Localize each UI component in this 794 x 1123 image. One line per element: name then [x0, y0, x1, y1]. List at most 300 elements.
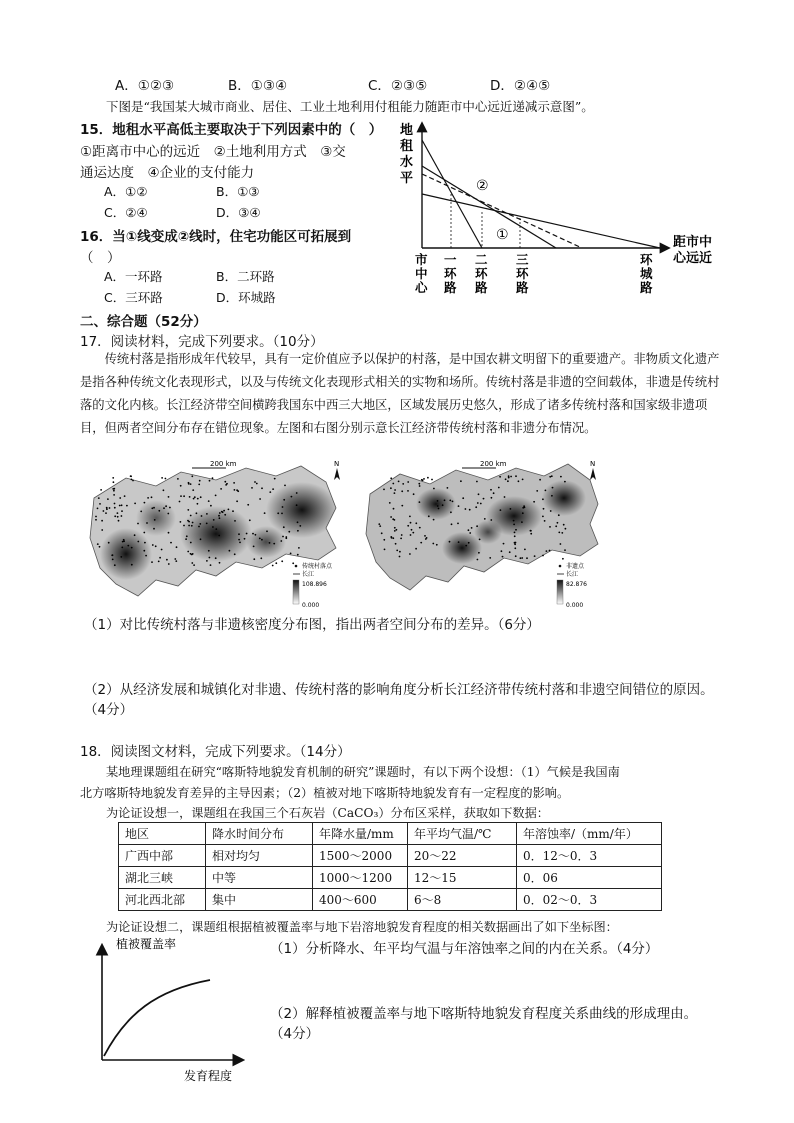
map-point — [198, 526, 200, 528]
rent-x-label-2: 心远近 — [673, 251, 713, 266]
map-point — [192, 553, 194, 555]
map-point — [513, 524, 515, 526]
graph-curve — [104, 980, 210, 1056]
rent-diagram — [398, 118, 728, 298]
map-point — [112, 559, 114, 561]
map-point — [180, 485, 182, 487]
left-legend-min: 0.000 — [302, 602, 320, 609]
map-point — [396, 550, 398, 552]
map-point — [285, 537, 287, 539]
q18-material-2: 北方喀斯特地貌发育差异的主导因素；（2）植被对地下喀斯特地貌发育有一定程度的影响。 — [80, 786, 570, 800]
map-point — [533, 501, 535, 503]
table-header: 年平均气温/℃ — [408, 823, 517, 845]
map-point — [401, 534, 403, 536]
map-point — [229, 550, 231, 552]
table-cell: 12～15 — [408, 867, 517, 889]
map-point — [283, 499, 285, 501]
map-point — [490, 519, 492, 521]
map-point — [206, 560, 208, 562]
map-point — [186, 535, 188, 537]
map-point — [521, 521, 523, 523]
map-point — [442, 504, 444, 506]
tick-ring2-1: 二 — [475, 252, 488, 267]
karst-data-table — [118, 822, 662, 911]
map-point — [281, 560, 283, 562]
map-point — [183, 525, 185, 527]
vegetation-karst-graph — [86, 934, 266, 1084]
map-point — [220, 488, 222, 490]
map-point — [522, 512, 524, 514]
q14-option-a: A．①②③ — [115, 78, 175, 94]
map-point — [509, 551, 511, 553]
map-point — [451, 523, 453, 525]
map-point — [273, 543, 275, 545]
map-point — [514, 547, 516, 549]
map-point — [549, 550, 551, 552]
q14-option-b: B．①③④ — [228, 78, 288, 94]
map-point — [126, 505, 128, 507]
map-point — [390, 516, 392, 518]
map-point — [120, 556, 122, 558]
map-point — [188, 483, 190, 485]
map-point — [97, 543, 99, 545]
map-point — [413, 493, 415, 495]
map-point — [292, 562, 294, 564]
q16-stem-1: 16．当①线变成②线时，住宅功能区可拓展到 — [80, 229, 352, 245]
map-point — [144, 542, 146, 544]
map-point — [259, 538, 261, 540]
map-point — [562, 558, 564, 560]
map-point — [210, 564, 212, 566]
map-point — [475, 506, 477, 508]
map-point — [114, 503, 116, 505]
q16-option-d: D．环城路 — [216, 290, 276, 305]
map-point — [151, 507, 153, 509]
q14-option-c: C．②③⑤ — [368, 78, 428, 94]
q17-title: 17．阅读材料，完成下列要求。（10分） — [80, 334, 324, 350]
map-point — [152, 544, 154, 546]
map-point — [536, 490, 538, 492]
map-point — [191, 525, 193, 527]
map-point — [269, 542, 271, 544]
map-point — [247, 504, 249, 506]
map-point — [103, 510, 105, 512]
section-2-title: 二、综合题（52分） — [80, 314, 207, 330]
map-point — [274, 478, 276, 480]
tick-center-3: 心 — [415, 280, 428, 295]
map-point — [530, 533, 532, 535]
map-point — [196, 512, 198, 514]
map-point — [501, 550, 503, 552]
map-point — [518, 480, 520, 482]
map-point — [180, 495, 182, 497]
map-point — [433, 488, 435, 490]
map-point — [183, 495, 185, 497]
map-point — [249, 519, 251, 521]
map-point — [260, 557, 262, 559]
map-point — [215, 495, 217, 497]
map-point — [296, 504, 298, 506]
map-point — [450, 511, 452, 513]
map-point — [297, 554, 299, 556]
map-point — [153, 528, 155, 530]
tick-ring2-3: 路 — [475, 280, 488, 295]
q17-sub2-line2: （4分） — [84, 702, 134, 718]
q15-option-c: C．②④ — [104, 205, 148, 220]
map-point — [206, 523, 208, 525]
map-point — [551, 475, 553, 477]
tick-ring3-2: 环 — [516, 266, 529, 281]
map-point — [236, 500, 238, 502]
map-point — [504, 496, 506, 498]
q17-material: 传统村落是指形成年代较早，具有一定价值应予以保护的村落，是中国农耕文明留下的重要遗产。非物质文化遗产是指各种传统文化表现形式，以及与传统文化表现形式相关的实物和场所。传统村落是非遗的空间载体，非遗是传统村落的文化内核。长江经济带空间横跨我国东中西三大地区，区域发展历史悠久，形成了诸多传统村落和国家级非遗项目，但两者空间分布存在错位现象。左图和右图分别示意长江经济带传统村落和非遗分布情况。 — [80, 352, 720, 435]
map-point — [427, 477, 429, 479]
map-point — [187, 509, 189, 511]
map-point — [130, 475, 132, 477]
map-point — [400, 538, 402, 540]
map-point — [415, 548, 417, 550]
table-cell: 湖北三峡 — [119, 867, 206, 889]
map-point — [410, 534, 412, 536]
map-point — [550, 510, 552, 512]
map-point — [392, 518, 394, 520]
map-point — [381, 532, 383, 534]
map-point — [383, 539, 385, 541]
map-point — [549, 476, 551, 478]
map-point — [465, 545, 467, 547]
map-point — [151, 561, 153, 563]
map-point — [447, 487, 449, 489]
map-point — [513, 520, 515, 522]
map-point — [272, 565, 274, 567]
tick-ring2-2: 环 — [475, 266, 488, 281]
map-point — [282, 536, 284, 538]
table-cell: 中等 — [206, 867, 313, 889]
map-point — [191, 475, 193, 477]
left-map-north-arrow — [334, 468, 340, 480]
map-point — [460, 480, 462, 482]
right-map-scale: 200 km — [480, 460, 507, 468]
map-point — [137, 541, 139, 543]
table-cell: 400～600 — [313, 889, 408, 911]
map-point — [425, 538, 427, 540]
left-legend-max: 108.896 — [302, 581, 327, 588]
map-point — [153, 507, 155, 509]
map-point — [395, 543, 397, 545]
tick-center-2: 中 — [415, 266, 428, 281]
tick-ring1-3: 路 — [444, 280, 457, 295]
table-header: 年降水量/mm — [313, 823, 408, 845]
map-point — [228, 509, 230, 511]
map-point — [232, 510, 234, 512]
map-point — [479, 539, 481, 541]
map-point — [409, 553, 411, 555]
map-point — [113, 494, 115, 496]
map-point — [255, 534, 257, 536]
map-point — [394, 530, 396, 532]
map-point — [97, 508, 99, 510]
map-point — [151, 496, 153, 498]
map-point — [114, 507, 116, 509]
right-legend-point: 非遗点 — [566, 563, 585, 570]
map-point — [410, 522, 412, 524]
map-point — [478, 493, 480, 495]
map-point — [510, 508, 512, 510]
curve-label-2: ② — [476, 178, 489, 194]
left-legend-point-symbol — [295, 565, 298, 568]
map-point — [394, 489, 396, 491]
map-point — [394, 492, 396, 494]
map-point — [299, 525, 301, 527]
map-point — [542, 516, 544, 518]
map-point — [179, 501, 181, 503]
map-point — [398, 481, 400, 483]
map-point — [411, 529, 413, 531]
map-point — [121, 547, 123, 549]
map-point — [121, 510, 123, 512]
map-point — [246, 533, 248, 535]
tick-ring1-2: 环 — [444, 266, 457, 281]
map-point — [192, 522, 194, 524]
map-point — [100, 489, 102, 491]
q15-option-b: B．①③ — [216, 184, 260, 199]
q18-intro1: 为论证设想一，课题组在我国三个石灰岩（CaCO₃）分布区采样，获取如下数据： — [106, 806, 549, 820]
map-point — [193, 498, 195, 500]
map-point — [176, 546, 178, 548]
map-point — [390, 487, 392, 489]
map-point — [200, 496, 202, 498]
map-point — [234, 520, 236, 522]
map-point — [542, 498, 544, 500]
map-point — [471, 527, 473, 529]
map-point — [210, 505, 212, 507]
map-point — [530, 530, 532, 532]
map-point — [402, 483, 404, 485]
map-point — [409, 516, 411, 518]
table-cell: 广西中部 — [119, 845, 206, 867]
map-point — [193, 564, 195, 566]
map-point — [124, 495, 126, 497]
map-point — [163, 489, 165, 491]
map-point — [208, 500, 210, 502]
map-point — [560, 543, 562, 545]
map-point — [192, 489, 194, 491]
map-point — [191, 562, 193, 564]
map-point — [272, 488, 274, 490]
map-point — [169, 507, 171, 509]
map-point — [163, 507, 165, 509]
map-point — [389, 502, 391, 504]
map-point — [542, 555, 544, 557]
map-point — [449, 541, 451, 543]
map-point — [134, 534, 136, 536]
map-point — [561, 532, 563, 534]
map-point — [147, 497, 149, 499]
map-point — [145, 555, 147, 557]
map-point — [489, 557, 491, 559]
map-point — [391, 537, 393, 539]
map-point — [277, 512, 279, 514]
map-point — [223, 510, 225, 512]
map-point — [238, 539, 240, 541]
map-point — [543, 508, 545, 510]
map-point — [449, 500, 451, 502]
q15-option-d: D．③④ — [216, 205, 261, 220]
map-point — [297, 521, 299, 523]
map-point — [291, 496, 293, 498]
table-cell: 0．12～0．3 — [517, 845, 662, 867]
map-point — [290, 553, 292, 555]
map-point — [383, 489, 385, 491]
map-point — [407, 490, 409, 492]
map-point — [477, 559, 479, 561]
map-point — [490, 489, 492, 491]
map-point — [107, 498, 109, 500]
residential-curve-1 — [422, 166, 556, 248]
map-point — [99, 546, 101, 548]
map-point — [259, 498, 261, 500]
map-point — [215, 528, 217, 530]
q15-stem-3: 通运达度 ④企业的支付能力 — [80, 165, 255, 181]
table-cell: 20～22 — [408, 845, 517, 867]
map-point — [424, 535, 426, 537]
map-point — [458, 505, 460, 507]
map-point — [224, 481, 226, 483]
map-point — [394, 527, 396, 529]
table-cell: 1000～1200 — [313, 867, 408, 889]
map-point — [168, 532, 170, 534]
left-map-scale: 200 km — [210, 460, 237, 468]
industrial-curve — [422, 194, 660, 248]
table-cell: 6～8 — [408, 889, 517, 911]
map-point — [174, 558, 176, 560]
map-point — [458, 541, 460, 543]
table-header-row — [119, 823, 662, 845]
rent-x-ticks — [414, 252, 653, 295]
map-point — [238, 533, 240, 535]
map-point — [261, 539, 263, 541]
rent-x-label-1: 距市中 — [673, 235, 713, 250]
q18-title: 18．阅读图文材料，完成下列要求。（14分） — [80, 744, 351, 760]
map-point — [101, 529, 103, 531]
q15-stem-2: ①距离市中心的远近 ②土地利用方式 ③交 — [80, 144, 346, 160]
map-point — [396, 529, 398, 531]
q18-material-1: 某地理课题组在研究“喀斯特地貌发育机制的研究”课题时，有以下两个设想：（1）气候是我国南 — [106, 765, 620, 779]
map-point — [189, 496, 191, 498]
map-point — [187, 551, 189, 553]
map-point — [199, 480, 201, 482]
tick-center-1: 市 — [415, 252, 428, 267]
left-map-north: N — [334, 460, 340, 468]
map-point — [280, 540, 282, 542]
map-point — [555, 525, 557, 527]
map-point — [137, 523, 139, 525]
q16-option-a: A．一环路 — [104, 269, 163, 284]
map-point — [498, 487, 500, 489]
map-point — [146, 522, 148, 524]
map-point — [544, 520, 546, 522]
map-point — [298, 547, 300, 549]
map-point — [112, 477, 114, 479]
map-traditional-villages — [86, 458, 354, 610]
map-point — [190, 553, 192, 555]
right-map-north: N — [590, 460, 596, 468]
map-point — [283, 526, 285, 528]
map-point — [564, 481, 566, 483]
map-point — [407, 525, 409, 527]
map-point — [437, 505, 439, 507]
map-point — [234, 553, 236, 555]
map-point — [212, 526, 214, 528]
table-cell: 相对均匀 — [206, 845, 313, 867]
map-point — [212, 477, 214, 479]
map-point — [166, 559, 168, 561]
graph-y-label: 植被覆盖率 — [116, 937, 177, 951]
map-point — [215, 557, 217, 559]
map-point — [114, 515, 116, 517]
map-point — [106, 507, 108, 509]
rent-y-label-1: 地 — [400, 123, 414, 138]
map-point — [514, 535, 516, 537]
map-point — [469, 509, 471, 511]
tick-cityring-2: 城 — [640, 266, 653, 281]
map-point — [564, 549, 566, 551]
q15-stem-1: 15．地租水平高低主要取决于下列因素中的（ ） — [80, 122, 383, 138]
map-point — [522, 479, 524, 481]
map-point — [180, 521, 182, 523]
map-point — [165, 505, 167, 507]
map-point — [154, 519, 156, 521]
map-point — [175, 560, 177, 562]
map-point — [95, 519, 97, 521]
map-point — [161, 477, 163, 479]
map-point — [123, 539, 125, 541]
right-map-north-arrow — [590, 468, 596, 480]
table-header: 年溶蚀率/（mm/年） — [517, 823, 662, 845]
map-point — [465, 508, 467, 510]
table-row — [119, 867, 662, 889]
map-point — [418, 483, 420, 485]
map-point — [159, 557, 161, 559]
map-point — [134, 503, 136, 505]
map-point — [158, 510, 160, 512]
tick-ring3-3: 路 — [516, 280, 529, 295]
tick-cityring-3: 路 — [640, 280, 653, 295]
map-point — [197, 498, 199, 500]
map-point — [433, 519, 435, 521]
map-point — [508, 475, 510, 477]
map-point — [209, 557, 211, 559]
left-legend-point: 传统村落点 — [302, 563, 333, 570]
tick-cityring-1: 环 — [640, 252, 653, 267]
map-point — [198, 484, 200, 486]
map-point — [493, 492, 495, 494]
right-legend-min: 0.000 — [566, 602, 584, 609]
table-header: 地区 — [119, 823, 206, 845]
map-point — [199, 523, 201, 525]
map-point — [284, 485, 286, 487]
map-point — [237, 490, 239, 492]
map-point — [266, 530, 268, 532]
map-point — [187, 520, 189, 522]
map-point — [155, 545, 157, 547]
map-point — [213, 519, 215, 521]
q16-stem-2: （ ） — [80, 250, 121, 266]
map-point — [239, 542, 241, 544]
map-point — [233, 482, 235, 484]
map-point — [419, 527, 421, 529]
map-point — [190, 483, 192, 485]
